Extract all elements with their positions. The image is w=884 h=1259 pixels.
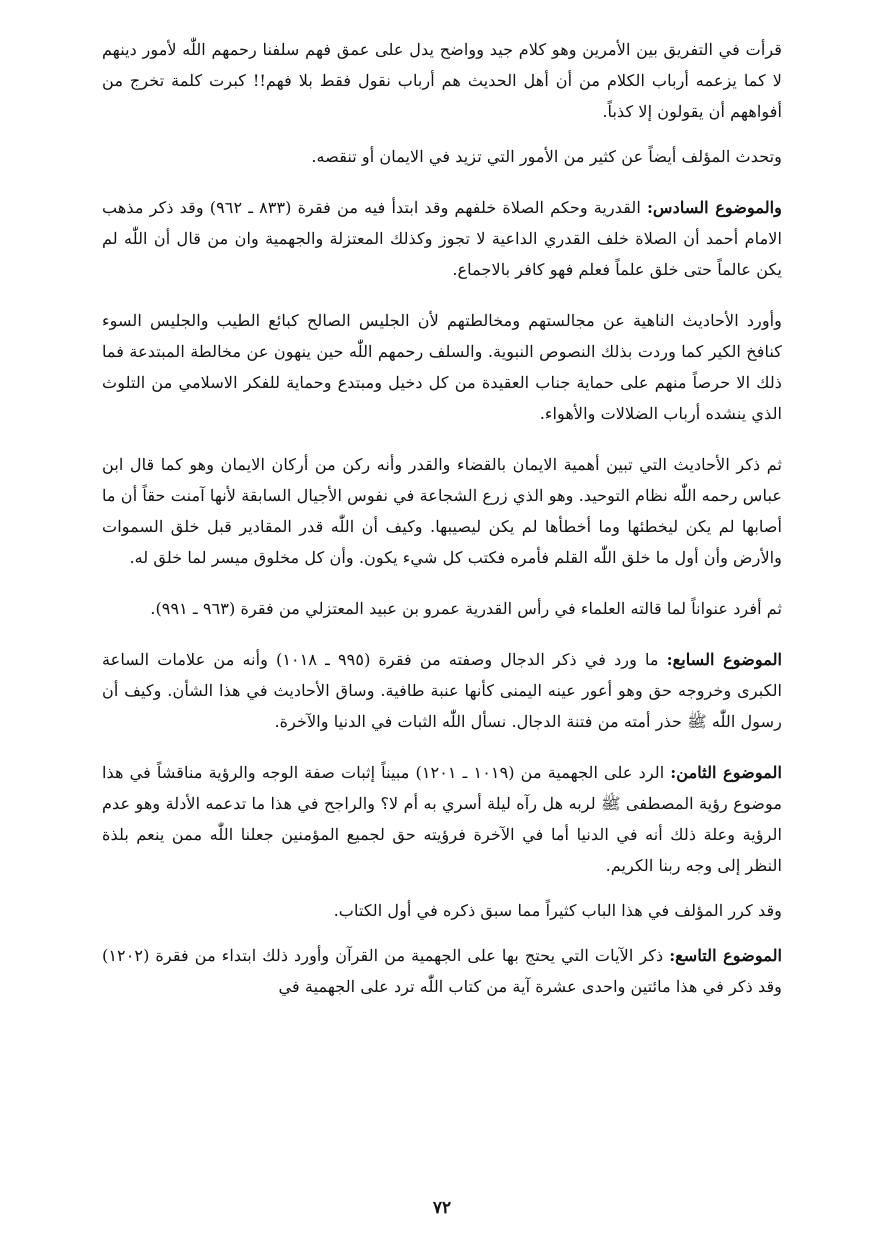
paragraph-1	[102, 34, 782, 127]
paragraph-3	[102, 192, 782, 285]
paragraph-7	[102, 644, 782, 737]
paragraph-8	[102, 757, 782, 881]
paragraph-7-heading: الموضوع السابع:	[666, 650, 782, 669]
paragraph-10	[102, 940, 782, 1002]
paragraph-10-text: ذكر الآيات التي يحتج بها على الجهمية من القرآن وأورد ذلك ابتداء من فقرة (١٢٠٢) وقد ذكر في هذا مائتين واحدى عشرة آية من كتاب اللّٰه ترد على الجهمية في	[102, 946, 782, 996]
paragraph-9	[102, 895, 782, 926]
paragraph-1-text: قرأت في التفريق بين الأمرين وهو كلام جيد وواضح يدل على عمق فهم سلفنا رحمهم اللّٰه لأمور دينهم لا كما يزعمه أرباب الكلام من أن أهل الحديث هم أرباب نقول فقط بلا فهم!! كبرت كلمة تخرج من أفواههم أن يقولون إلا كذباً.	[102, 40, 782, 121]
page-number: ٧٢	[432, 1198, 452, 1218]
paragraph-4-text: وأورد الأحاديث الناهية عن مجالستهم ومخالطتهم لأن الجليس الصالح كبائع الطيب والجليس السوء كنافخ الكير كما وردت بذلك النصوص النبوية. والسلف رحمهم اللّٰه حين ينهون عن مخالطة المبتدعة فما ذلك الا حرصاً منهم على حماية جناب العقيدة من كل دخيل ومبتدع وحماية للفكر الاسلامي من التلوث الذي ينشده أرباب الضلالات والأهواء.	[102, 311, 782, 423]
paragraph-9-text: وقد كرر المؤلف في هذا الباب كثيراً مما سبق ذكره في أول الكتاب.	[333, 901, 782, 920]
paragraph-10-heading: الموضوع التاسع:	[669, 946, 782, 965]
paragraph-6	[102, 593, 782, 624]
paragraph-2	[102, 141, 782, 172]
paragraph-6-text: ثم أفرد عنواناً لما قالته العلماء في رأس القدرية عمرو بن عبيد المعتزلي من فقرة (٩٦٣ ـ ٩٩١).	[150, 599, 782, 618]
paragraph-4	[102, 305, 782, 429]
paragraph-7-text: ما ورد في ذكر الدجال وصفته من فقرة (٩٩٥ ـ ١٠١٨) وأنه من علامات الساعة الكبرى وخروجه حق وهو أعور عينه اليمنى كأنها عنبة طافية. وساق الأحاديث في هذا الشأن. وكيف أن رسول اللّٰه ﷺ حذر أمته من فتنة الدجال. نسأل اللّٰه الثبات في الدنيا والآخرة.	[102, 650, 782, 731]
paragraph-5-text: ثم ذكر الأحاديث التي تبين أهمية الايمان بالقضاء والقدر وأنه ركن من أركان الايمان وهو كما قال ابن عباس رحمه اللّٰه نظام التوحيد. وهو الذي زرع الشجاعة في نفوس الأجيال السابقة لأنها آمنت حقاً أن ما أصابها لم يكن ليخطئها وما أخطأها لم يكن ليصيبها. وكيف أن اللّٰه قدر المقادير قبل خلق السموات والأرض وأن أول ما خلق اللّٰه القلم فأمره فكتب كل شيء يكون. وأن كل مخلوق ميسر لما خلق له.	[102, 455, 782, 567]
page-body	[102, 34, 782, 1002]
paragraph-2-text: وتحدث المؤلف أيضاً عن كثير من الأمور التي تزيد في الايمان أو تنقصه.	[311, 147, 782, 166]
paragraph-5	[102, 449, 782, 573]
paragraph-3-heading: والموضوع السادس:	[646, 198, 782, 217]
paragraph-3-text: القدرية وحكم الصلاة خلفهم وقد ابتدأ فيه من فقرة (٨٣٣ ـ ٩٦٢) وقد ذكر مذهب الامام أحمد أن الصلاة خلف القدري الداعية لا تجوز وكذلك المعتزلة والجهمية وان من قال أن اللّٰه لم يكن عالماً حتى خلق علماً فعلم فهو كافر بالاجماع.	[102, 198, 782, 279]
paragraph-8-text: الرد على الجهمية من (١٠١٩ ـ ١٢٠١) مبيناً إثبات صفة الوجه والرؤية مناقشاً في هذا موضوع رؤية المصطفى ﷺ لربه هل رآه ليلة أسري به أم لا؟ والراجح في هذا ما تدعمه الأدلة وهو عدم الرؤية وعلة ذلك أنه في الدنيا أما في الآخرة فرؤيته حق لجميع المؤمنين جعلنا اللّٰه ممن ينعم بلذة النظر إلى وجه ربنا الكريم.	[102, 763, 782, 875]
paragraph-8-heading: الموضوع الثامن:	[670, 763, 782, 782]
